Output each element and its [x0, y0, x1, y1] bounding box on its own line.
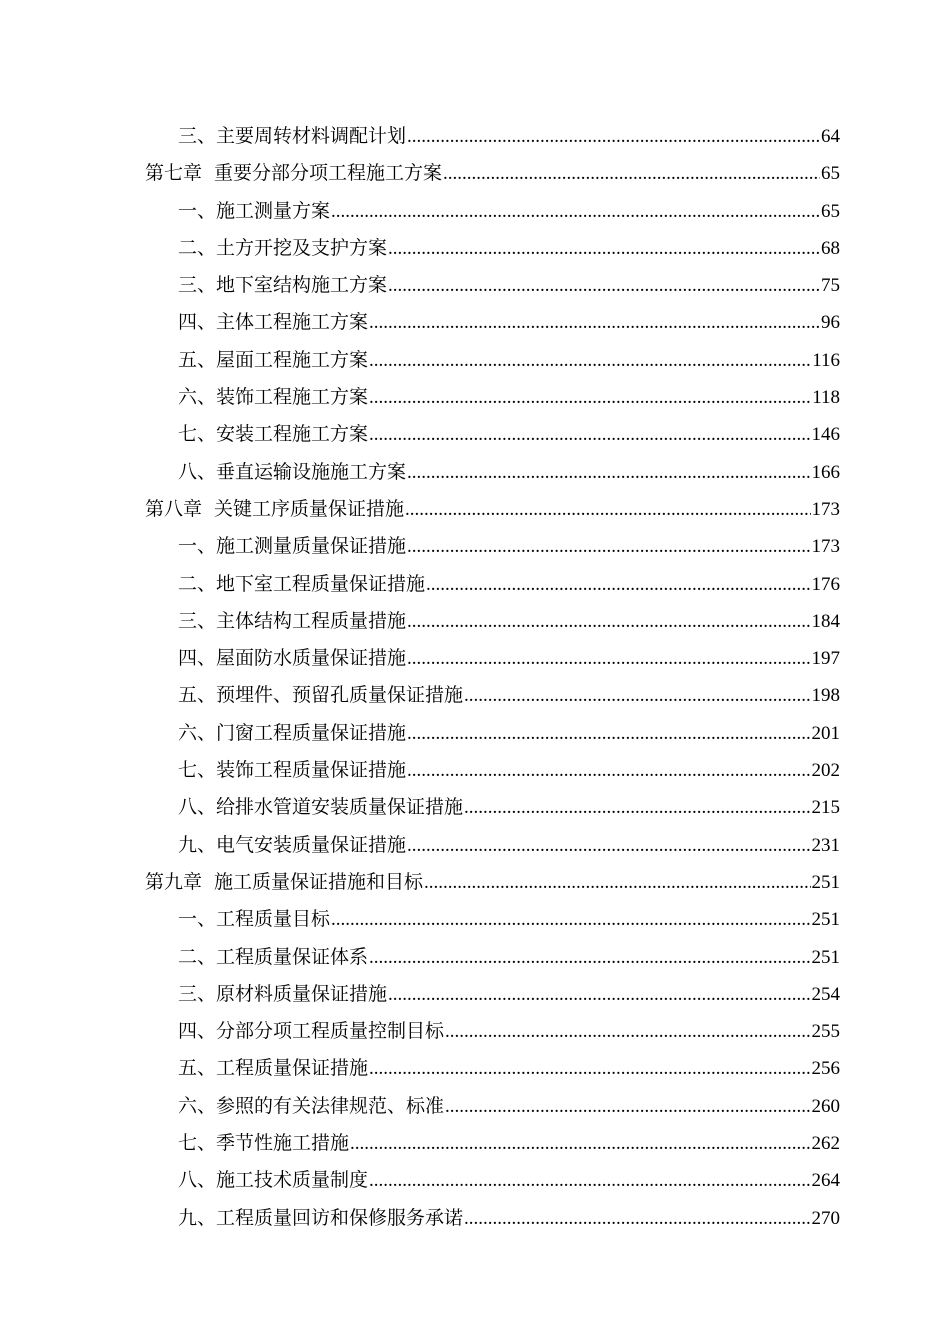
toc-entry-title: 三、地下室结构施工方案	[178, 274, 388, 297]
toc-section-entry[interactable]	[0, 1088, 950, 1125]
toc-dot-leader	[407, 715, 810, 752]
toc-entry-title: 六、装饰工程施工方案	[178, 386, 369, 409]
toc-section-entry[interactable]	[0, 715, 950, 752]
toc-page-number: 270	[811, 1207, 840, 1229]
toc-page-number: 202	[811, 760, 840, 782]
toc-entry-title: 四、主体工程施工方案	[178, 311, 369, 334]
toc-page-number: 65	[821, 200, 840, 222]
toc-entry-title: 八、施工技术质量制度	[178, 1169, 369, 1192]
toc-chapter-entry[interactable]	[0, 864, 950, 901]
toc-entry-title: 一、施工测量方案	[178, 199, 331, 222]
toc-chapter-number: 第八章	[145, 497, 203, 520]
toc-entry-title: 二、地下室工程质量保证措施	[178, 572, 426, 595]
toc-chapter-number: 第七章	[145, 162, 203, 185]
toc-entry-title: 四、分部分项工程质量控制目标	[178, 1020, 445, 1043]
toc-entry-title: 九、电气安装质量保证措施	[178, 833, 407, 856]
toc-page-number: 173	[811, 536, 840, 558]
toc-dot-leader	[369, 304, 820, 341]
toc-page-number: 64	[821, 126, 840, 147]
toc-section-entry[interactable]	[0, 566, 950, 603]
toc-dot-leader	[407, 528, 810, 565]
table-of-contents	[0, 118, 950, 1237]
toc-dot-leader	[369, 1050, 810, 1087]
toc-entry-title: 三、主要周转材料调配计划	[178, 125, 407, 147]
toc-section-entry[interactable]	[0, 752, 950, 789]
toc-section-entry[interactable]	[0, 1162, 950, 1199]
toc-dot-leader	[331, 193, 820, 230]
toc-section-entry[interactable]	[0, 976, 950, 1013]
toc-entry-title: 九、工程质量回访和保修服务承诺	[178, 1206, 464, 1229]
toc-entry-title: 二、土方开挖及支护方案	[178, 236, 388, 259]
toc-dot-leader	[424, 864, 810, 901]
toc-page-number: 96	[821, 312, 840, 334]
toc-page-number: 116	[812, 349, 840, 371]
toc-dot-leader	[407, 454, 810, 491]
toc-section-entry[interactable]	[0, 1200, 950, 1237]
toc-page-number: 262	[811, 1133, 840, 1155]
toc-dot-leader	[464, 789, 810, 826]
toc-section-entry[interactable]	[0, 454, 950, 491]
toc-dot-leader	[369, 1162, 810, 1199]
toc-entry-title: 八、垂直运输设施施工方案	[178, 460, 407, 483]
toc-entry-title: 七、季节性施工措施	[178, 1132, 350, 1155]
toc-entry-title: 三、原材料质量保证措施	[178, 982, 388, 1005]
toc-page-number: 173	[811, 498, 840, 520]
toc-page-number: 256	[811, 1058, 840, 1080]
toc-dot-leader	[388, 267, 820, 304]
toc-section-entry[interactable]	[0, 304, 950, 341]
toc-dot-leader	[350, 1125, 810, 1162]
toc-page-number: 255	[811, 1021, 840, 1043]
toc-section-entry[interactable]	[0, 379, 950, 416]
toc-entry-title: 五、工程质量保证措施	[178, 1057, 369, 1080]
toc-page-number: 231	[811, 834, 840, 856]
toc-dot-leader	[388, 230, 820, 267]
toc-dot-leader	[388, 976, 810, 1013]
toc-dot-leader	[426, 566, 810, 603]
toc-dot-leader	[445, 1088, 810, 1125]
toc-dot-leader	[405, 491, 810, 528]
toc-chapter-entry[interactable]	[0, 155, 950, 192]
toc-dot-leader	[369, 939, 810, 976]
toc-page-number: 68	[821, 237, 840, 259]
toc-section-entry[interactable]	[0, 118, 950, 155]
toc-section-entry[interactable]	[0, 528, 950, 565]
toc-page-number: 254	[811, 983, 840, 1005]
toc-dot-leader	[445, 1013, 810, 1050]
toc-section-entry[interactable]	[0, 603, 950, 640]
toc-page-number: 264	[811, 1170, 840, 1192]
toc-dot-leader	[407, 752, 810, 789]
toc-dot-leader	[443, 155, 820, 192]
toc-dot-leader	[369, 342, 811, 379]
toc-entry-title: 四、屋面防水质量保证措施	[178, 647, 407, 670]
toc-page-number: 197	[811, 648, 840, 670]
toc-section-entry[interactable]	[0, 827, 950, 864]
toc-page-number: 251	[811, 946, 840, 968]
toc-dot-leader	[407, 827, 810, 864]
toc-entry-title: 三、主体结构工程质量措施	[178, 609, 407, 632]
toc-section-entry[interactable]	[0, 901, 950, 938]
toc-page-number: 65	[821, 163, 840, 185]
toc-section-entry[interactable]	[0, 677, 950, 714]
toc-chapter-entry[interactable]	[0, 491, 950, 528]
toc-page-number: 176	[811, 573, 840, 595]
toc-section-entry[interactable]	[0, 1050, 950, 1087]
toc-page-number: 118	[812, 387, 840, 409]
toc-dot-leader	[407, 118, 820, 155]
toc-section-entry[interactable]	[0, 789, 950, 826]
toc-page-number: 198	[811, 685, 840, 707]
toc-section-entry[interactable]	[0, 640, 950, 677]
toc-page-number: 215	[811, 797, 840, 819]
toc-entry-title: 五、屋面工程施工方案	[178, 348, 369, 371]
toc-entry-title: 二、工程质量保证体系	[178, 945, 369, 968]
toc-entry-title: 关键工序质量保证措施	[214, 497, 405, 520]
toc-section-entry[interactable]	[0, 230, 950, 267]
toc-entry-title: 七、装饰工程质量保证措施	[178, 759, 407, 782]
toc-page-number: 201	[811, 722, 840, 744]
toc-section-entry[interactable]	[0, 1125, 950, 1162]
toc-dot-leader	[331, 901, 810, 938]
toc-page-number: 260	[811, 1095, 840, 1117]
toc-section-entry[interactable]	[0, 1013, 950, 1050]
toc-dot-leader	[464, 677, 810, 714]
toc-page-number: 184	[811, 610, 840, 632]
toc-section-entry[interactable]	[0, 267, 950, 304]
toc-section-entry[interactable]	[0, 939, 950, 976]
toc-entry-title: 八、给排水管道安装质量保证措施	[178, 796, 464, 819]
toc-dot-leader	[407, 603, 810, 640]
toc-section-entry[interactable]	[0, 193, 950, 230]
toc-dot-leader	[407, 640, 810, 677]
toc-entry-title: 六、门窗工程质量保证措施	[178, 721, 407, 744]
toc-entry-title: 五、预埋件、预留孔质量保证措施	[178, 684, 464, 707]
toc-page-number: 75	[821, 275, 840, 297]
toc-dot-leader	[369, 379, 811, 416]
toc-entry-title: 一、工程质量目标	[178, 908, 331, 931]
toc-entry-title: 一、施工测量质量保证措施	[178, 535, 407, 558]
toc-entry-title: 施工质量保证措施和目标	[214, 870, 424, 893]
toc-section-entry[interactable]	[0, 342, 950, 379]
toc-entry-title: 重要分部分项工程施工方案	[214, 162, 443, 185]
toc-entry-title: 七、安装工程施工方案	[178, 423, 369, 446]
toc-chapter-number: 第九章	[145, 870, 203, 893]
toc-page-number: 251	[811, 871, 840, 893]
toc-entry-title: 六、参照的有关法律规范、标准	[178, 1094, 445, 1117]
toc-section-entry[interactable]	[0, 416, 950, 453]
toc-page-number: 146	[811, 424, 840, 446]
toc-dot-leader	[369, 416, 810, 453]
toc-page-number: 166	[811, 461, 840, 483]
toc-dot-leader	[464, 1200, 810, 1237]
toc-page-number: 251	[811, 909, 840, 931]
